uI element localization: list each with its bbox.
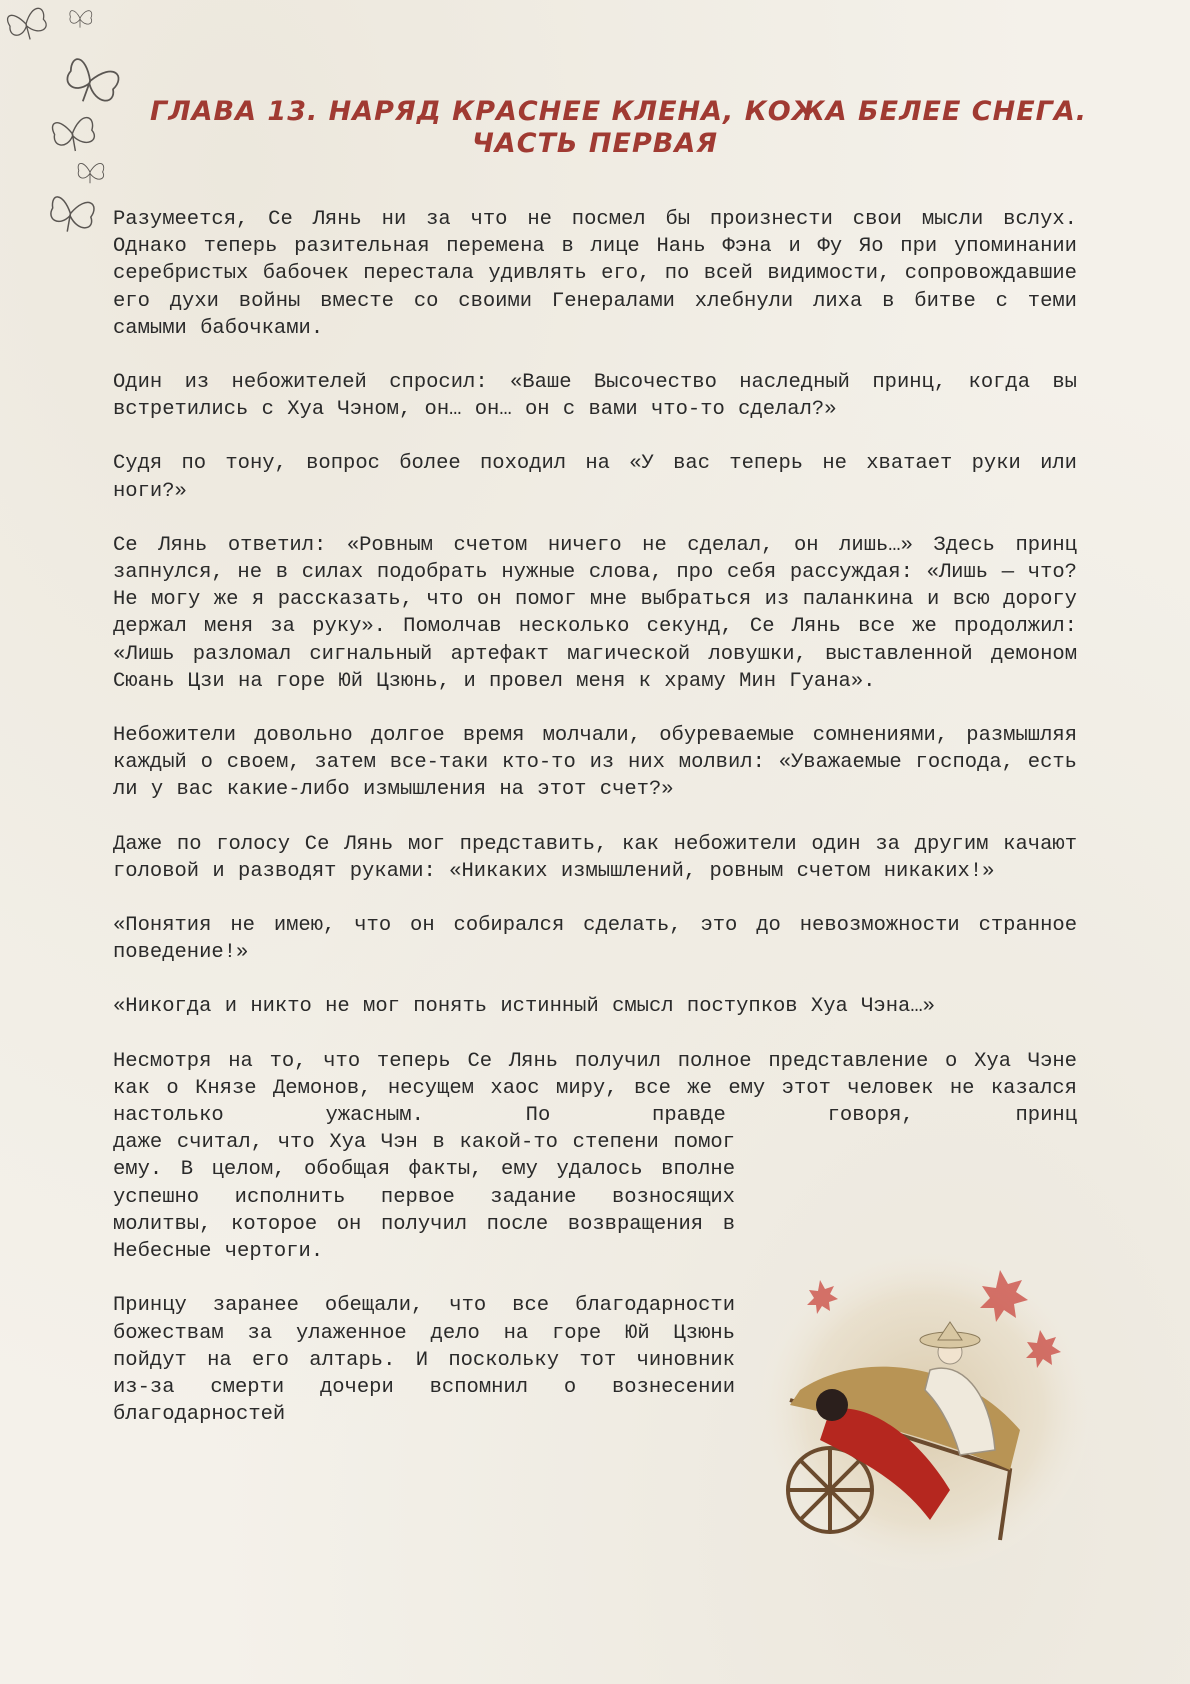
butterfly-icon: [48, 196, 95, 235]
chapter-title-line1: ГЛАВА 13. НАРЯД КРАСНЕЕ КЛЕНА, КОЖА БЕЛЕЕ СНЕГА.: [150, 96, 1088, 127]
butterfly-icon: [78, 163, 104, 183]
paragraph: «Никогда и никто не мог понять истинный смысл поступков Хуа Чэна…»: [113, 995, 935, 1019]
paragraph: Разумеется, Се Лянь ни за что не посмел бы произнести свои мысли вслух. Однако теперь разительная перемена в лице Нань Фэна и Фу Яо при упоминании серебристых бабочек перестала удивлять его, по всей видимости, сопровождавшие его духи войны вместе со своими Генералами хлебнули лиха в битве с теми самыми бабочками.: [113, 208, 1077, 340]
paragraph: Принцу заранее обещали, что все благодарности божествам за улаженное дело на горе Юй Цзюнь пойдут на его алтарь. И поскольку тот чиновник из-за смерти дочери вспомнил о вознесении благодарностей: [113, 1294, 735, 1427]
illustration: [760, 1240, 1090, 1570]
butterfly-icon: [70, 11, 92, 28]
paragraph: Судя по тону, вопрос более походил на «У вас теперь не хватает руки или ноги?»: [113, 452, 1077, 503]
chapter-title-line2: ЧАСТЬ ПЕРВАЯ: [471, 128, 719, 159]
butterfly-icon: [61, 58, 120, 111]
paragraph: Несмотря на то, что теперь Се Лянь получил полное представление о Хуа Чэне как о Князе Демонов, несущем хаос миру, все же ему этот человек не казался настолько ужасным. По правде говоря, принц: [113, 1049, 1077, 1128]
paragraph: Небожители довольно долгое время молчали, обуреваемые сомнениями, размышляя каждый о своем, затем все-таки кто-то из них молвил: «Уважаемые господа, есть ли у вас какие-либо измышления на этот счет?»: [113, 724, 1077, 802]
paragraph: Один из небожителей спросил: «Ваше Высочество наследный принц, когда вы встретились с Хуа Чэном, он… он… он с вами что-то сделал?»: [113, 371, 1077, 422]
chapter-title: [150, 96, 1088, 160]
butterfly-icon: [6, 7, 49, 44]
paragraph: Се Лянь ответил: «Ровным счетом ничего не сделал, он лишь…» Здесь принц запнулся, не в силах подобрать нужные слова, про себя рассуждая: «Лишь — что? Не могу же я рассказать, что он помог мне выбраться из паланкина и всю дорогу держал меня за руку». Помолчав несколько секунд, Се Лянь все же продолжил: «Лишь разломал сигнальный артефакт магической ловушки, выставленной демоном Сюань Цзи на горе Юй Цзюнь, и провел меня к храму Мин Гуана».: [113, 533, 1077, 693]
paragraph: «Понятия не имею, что он собирался сделать, это до невозможности странное поведение!»: [113, 914, 1077, 965]
butterfly-icon: [52, 117, 97, 155]
paragraph: Даже по голосу Се Лянь мог представить, как небожители один за другим качают головой и разводят руками: «Никаких измышлений, ровным счетом никаких!»: [113, 832, 1077, 883]
paragraph: даже считал, что Хуа Чэн в какой-то степени помог ему. В целом, обобщая факты, ему удалось вполне успешно исполнить первое задание возносящих молитвы, которое он получил после возвращения в Небесные чертоги.: [113, 1131, 735, 1264]
